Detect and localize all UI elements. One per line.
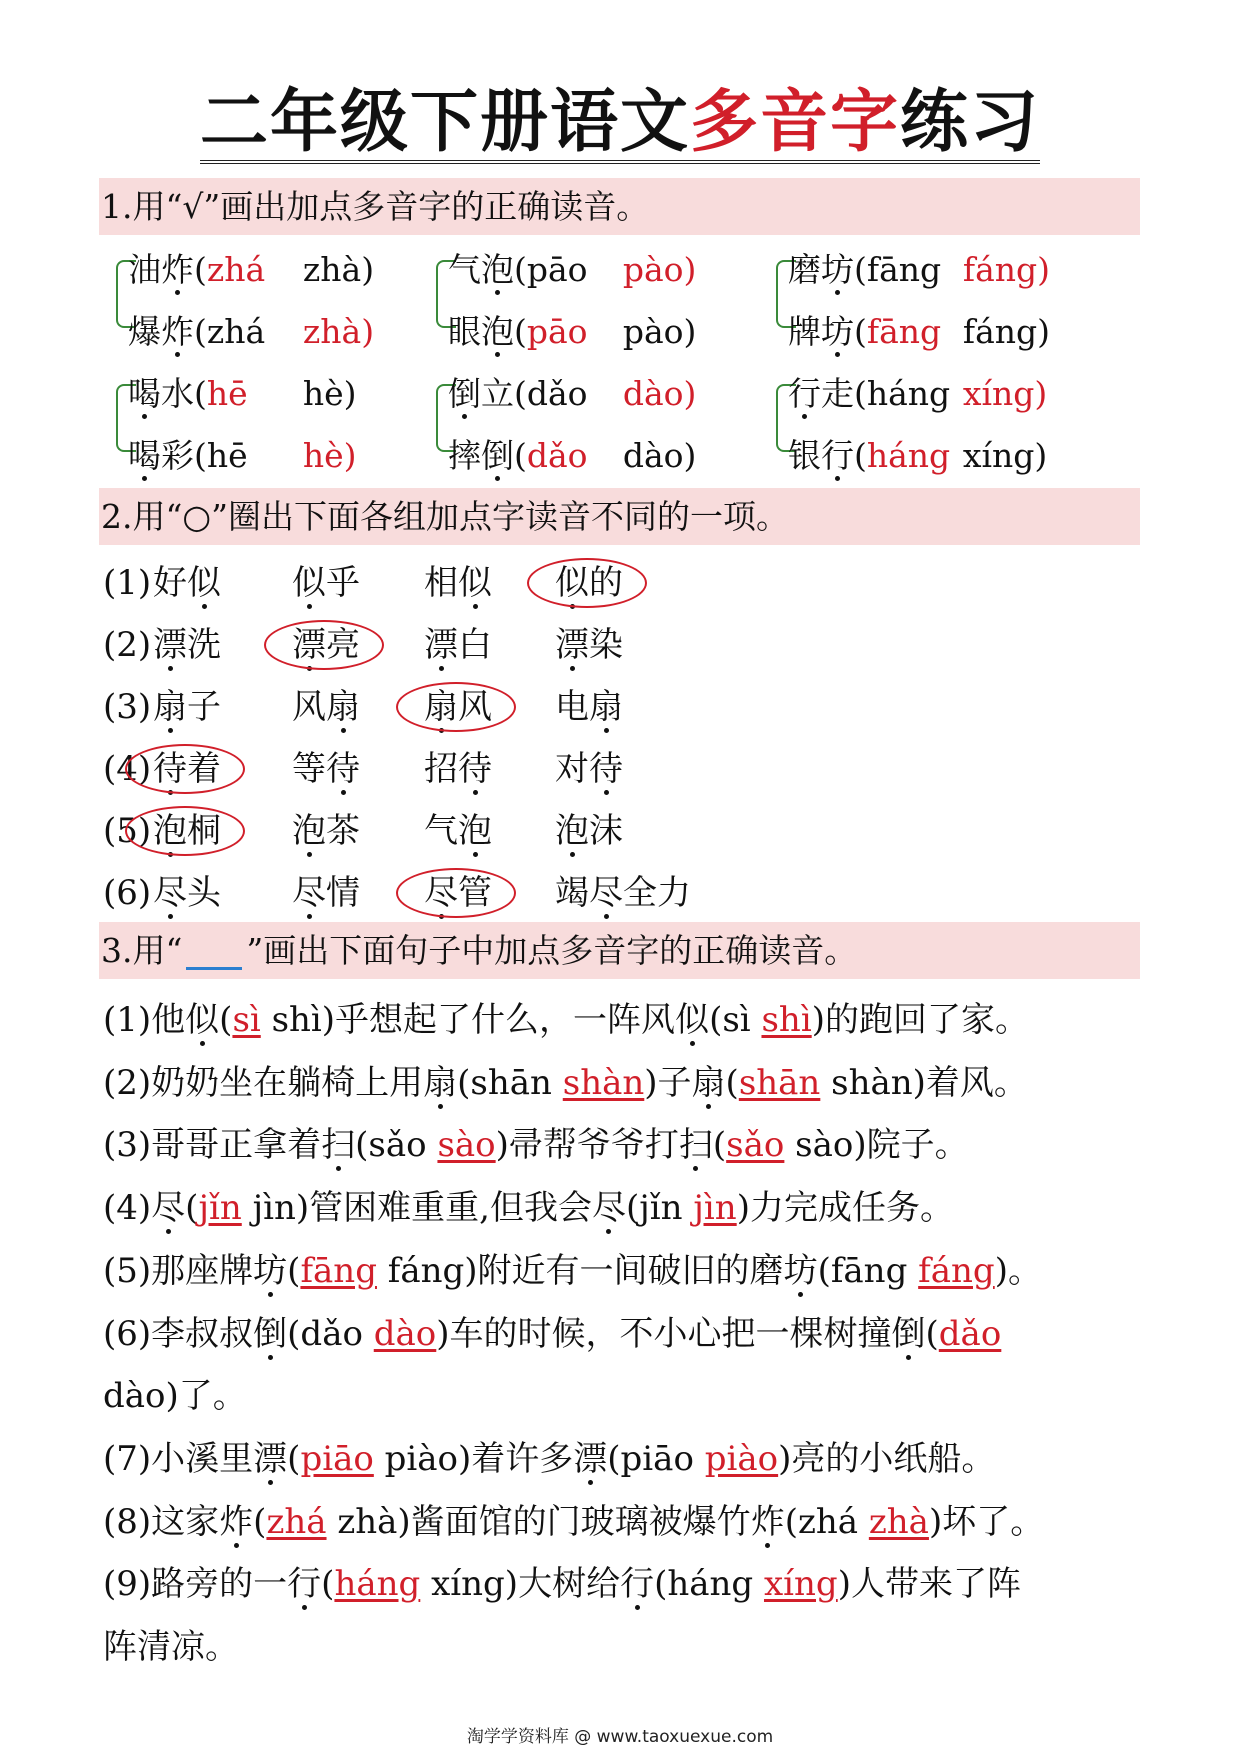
pinyin-option-a: háng (866, 436, 951, 475)
text: )亮的小纸船。 (778, 1439, 996, 1479)
paren-open: ( (194, 374, 207, 413)
answer-pinyin: jìn (693, 1188, 737, 1228)
sentence-line (103, 1122, 969, 1168)
text: (háng (654, 1564, 764, 1604)
pinyin-option-b: pào) (622, 312, 697, 351)
char: 乎 (326, 563, 360, 603)
answer-pinyin: jǐn (198, 1188, 242, 1228)
dotted-char: 坊 (821, 310, 854, 354)
answer-circle (396, 868, 516, 918)
paren-open: ( (194, 312, 207, 351)
row-number: (4) (103, 749, 152, 789)
pinyin-option-a: fāng (866, 312, 942, 351)
text: ( (725, 1063, 739, 1103)
word-prefix: 眼 (448, 312, 481, 351)
text: jìn)管困难重重,但我会 (241, 1188, 592, 1228)
dotted-char: 倒 (253, 1311, 287, 1357)
dotted-char: 倒 (481, 434, 514, 478)
paren-open: ( (854, 436, 867, 475)
dotted-char: 扫 (321, 1122, 355, 1168)
text: ( (185, 1188, 199, 1228)
section-1-heading: 1.用“√”画出加点多音字的正确读音。 (99, 178, 1140, 235)
word-pinyin-pair (448, 310, 696, 354)
word-prefix: 银 (788, 436, 821, 475)
option-word (555, 622, 623, 668)
word-prefix: 气 (448, 250, 481, 289)
dotted-char: 行 (620, 1561, 654, 1607)
char: 的 (589, 563, 623, 603)
dotted-char: 尽 (592, 1185, 626, 1231)
pinyin-option-b: zhà) (302, 250, 375, 289)
text: dào)了。 (103, 1376, 247, 1416)
text: (dǎo (287, 1314, 374, 1354)
answer-pinyin: sào (437, 1125, 496, 1165)
row-number: (5) (103, 811, 152, 851)
dotted-char: 漂 (153, 622, 187, 668)
dotted-char: 喝 (128, 372, 161, 416)
paren-open: ( (194, 250, 207, 289)
option-word (292, 684, 360, 730)
text: ( (287, 1251, 301, 1291)
section-2-heading: 2.用“○”圈出下面各组加点字读音不同的一项。 (99, 488, 1140, 545)
text: shì)乎想起了什么，一阵风 (260, 1000, 676, 1040)
text: piào)着许多 (373, 1439, 574, 1479)
option-word (153, 622, 221, 668)
char: 头 (187, 873, 221, 913)
dotted-char: 扇 (153, 684, 187, 730)
text: ( (925, 1314, 939, 1354)
answer-pinyin: xíng (763, 1564, 838, 1604)
text: (zhá (784, 1502, 869, 1542)
dotted-char: 扇 (423, 1060, 457, 1106)
pinyin-option-a: hē (206, 374, 248, 413)
text: ( (321, 1564, 335, 1604)
text: (5)那座牌 (103, 1251, 254, 1291)
dotted-char: 似 (555, 560, 589, 606)
text: (fāng (817, 1251, 919, 1291)
sentence-line (103, 1436, 995, 1482)
dotted-char: 待 (153, 746, 187, 792)
text: )坏了。 (928, 1502, 1045, 1542)
option-word (292, 746, 360, 792)
row-number: (3) (103, 687, 152, 727)
answer-circle (396, 682, 516, 732)
pinyin-option-a: dǎo (526, 374, 588, 413)
pinyin-option-a: dǎo (526, 436, 588, 475)
dotted-char: 漂 (292, 622, 326, 668)
paren-open: ( (514, 374, 527, 413)
dotted-char: 似 (185, 997, 219, 1043)
pinyin-option-a: háng (866, 374, 951, 413)
word-prefix: 油 (128, 250, 161, 289)
row-number: (2) (103, 625, 152, 665)
char: 亮 (326, 625, 360, 665)
row-number: (6) (103, 873, 152, 913)
option-word (292, 870, 360, 916)
paren-open: ( (854, 374, 867, 413)
word-prefix: 磨 (788, 250, 821, 289)
answer-pinyin: zhá (266, 1502, 327, 1542)
answer-pinyin: dào (373, 1314, 437, 1354)
answer-pinyin: fāng (300, 1251, 377, 1291)
word-suffix: 水 (161, 374, 194, 413)
char: 等 (292, 749, 326, 789)
word-pinyin-pair (448, 372, 696, 416)
word-pinyin-pair (128, 434, 357, 478)
answer-pinyin: shì (761, 1000, 812, 1040)
char: 对 (555, 749, 589, 789)
dotted-char: 待 (458, 746, 492, 792)
char: 管 (458, 873, 492, 913)
dotted-char: 炸 (751, 1499, 785, 1545)
sentence-line (103, 1248, 1042, 1294)
text: ( (287, 1439, 301, 1479)
char: 招 (424, 749, 458, 789)
sentence-line (103, 1311, 1001, 1357)
pinyin-option-a: hē (206, 436, 248, 475)
paren-open: ( (854, 312, 867, 351)
dotted-char: 泡 (292, 808, 326, 854)
word-pinyin-pair (448, 248, 696, 292)
pinyin-option-a: zhá (206, 250, 266, 289)
option-word (153, 560, 221, 606)
dotted-char: 扇 (589, 684, 623, 730)
answer-pinyin: fáng (918, 1251, 995, 1291)
answer-circle (527, 558, 647, 608)
text: (piāo (607, 1439, 705, 1479)
text: (sì (709, 1000, 762, 1040)
answer-circle (125, 744, 245, 794)
blank-line (186, 937, 242, 970)
word-suffix: 走 (821, 374, 854, 413)
dotted-char: 待 (589, 746, 623, 792)
dotted-char: 扇 (424, 684, 458, 730)
word-pinyin-pair (128, 372, 357, 416)
char: 白 (458, 625, 492, 665)
dotted-char: 行 (287, 1561, 321, 1607)
word-pinyin-pair (448, 434, 696, 478)
pinyin-option-a: pāo (526, 312, 588, 351)
footer: 淘学学资料库 @ www.taoxuexue.com (466, 1727, 774, 1747)
dotted-char: 似 (187, 560, 221, 606)
dotted-char: 尽 (292, 870, 326, 916)
text: sào)院子。 (784, 1125, 969, 1165)
word-pinyin-pair (788, 248, 1050, 292)
answer-pinyin: sì (232, 1000, 261, 1040)
text: (4) (103, 1188, 152, 1228)
sentence-line (103, 1060, 1028, 1106)
char: 风 (458, 687, 492, 727)
pinyin-option-b: hè) (302, 374, 357, 413)
dotted-char: 似 (458, 560, 492, 606)
text: (8)这家 (103, 1502, 220, 1542)
answer-pinyin: sǎo (726, 1125, 785, 1165)
text: (9)路旁的一 (103, 1564, 288, 1604)
title-highlight: 多音字 (689, 82, 900, 162)
char: 着 (187, 749, 221, 789)
text: fáng)附近有一间破旧的磨 (376, 1251, 784, 1291)
pinyin-option-b: dào) (622, 436, 697, 475)
dotted-char: 扇 (326, 684, 360, 730)
dotted-char: 倒 (448, 372, 481, 416)
text: 阵清凉。 (103, 1627, 239, 1667)
text: )车的时候，不小心把一棵树撞 (436, 1314, 892, 1354)
dotted-char: 似 (292, 560, 326, 606)
text: (1)他 (103, 1000, 186, 1040)
pinyin-option-a: zhá (206, 312, 266, 351)
option-word (424, 622, 492, 668)
text: (sǎo (355, 1125, 438, 1165)
option-word (555, 808, 623, 854)
char: 情 (326, 873, 360, 913)
option-word (555, 746, 623, 792)
dotted-char: 扫 (679, 1122, 713, 1168)
char: 沫 (589, 811, 623, 851)
option-word (292, 808, 360, 854)
char: 力 (657, 873, 691, 913)
paren-open: ( (854, 250, 867, 289)
text: )人带来了阵 (837, 1564, 1021, 1604)
dotted-char: 待 (326, 746, 360, 792)
char: 茶 (326, 811, 360, 851)
dotted-char: 尽 (151, 1185, 185, 1231)
pinyin-option-a: fāng (866, 250, 942, 289)
word-suffix: 立 (481, 374, 514, 413)
char: 相 (424, 563, 458, 603)
text: ( (253, 1502, 267, 1542)
option-word (153, 684, 221, 730)
text: (6)李叔叔 (103, 1314, 254, 1354)
sentence-line (103, 1624, 239, 1670)
dotted-char: 泡 (458, 808, 492, 854)
char: 全 (623, 873, 657, 913)
text: (3)哥哥正拿着 (103, 1125, 322, 1165)
sentence-line (103, 1185, 954, 1231)
char: 竭 (555, 873, 589, 913)
text: xíng)大树给 (420, 1564, 621, 1604)
dotted-char: 坊 (253, 1248, 287, 1294)
paren-open: ( (514, 436, 527, 475)
dotted-char: 漂 (424, 622, 458, 668)
pinyin-option-b: pào) (622, 250, 697, 289)
char: 子 (187, 687, 221, 727)
option-word (424, 560, 492, 606)
answer-pinyin: shān (738, 1063, 821, 1103)
word-pinyin-pair (788, 434, 1047, 478)
answer-circle (264, 620, 384, 670)
text: )。 (994, 1251, 1042, 1291)
text: (2)奶奶坐在躺椅上用 (103, 1063, 424, 1103)
heading-3-part-a: 3.用“ (101, 931, 183, 970)
paren-open: ( (514, 312, 527, 351)
char: 桐 (187, 811, 221, 851)
sentence-line (103, 1499, 1044, 1545)
dotted-char: 尽 (424, 870, 458, 916)
answer-circle (125, 806, 245, 856)
dotted-char: 炸 (161, 310, 194, 354)
sentence-line (103, 997, 1029, 1043)
option-word (555, 684, 623, 730)
option-word (555, 870, 691, 916)
dotted-char: 行 (821, 434, 854, 478)
text: ( (712, 1125, 727, 1165)
dotted-char: 漂 (555, 622, 589, 668)
text: )帚帮爷爷打 (495, 1125, 679, 1165)
text: zhà)酱面馆的门玻璃被爆竹 (326, 1502, 751, 1542)
char: 气 (424, 811, 458, 851)
answer-pinyin: háng (334, 1564, 421, 1604)
title-part1: 二年级下册语文 (199, 82, 690, 162)
char: 电 (555, 687, 589, 727)
page-title (0, 82, 1240, 164)
paren-open: ( (514, 250, 527, 289)
word-pinyin-pair (788, 372, 1047, 416)
pinyin-option-b: dào) (622, 374, 697, 413)
dotted-char: 漂 (253, 1436, 287, 1482)
text: (7)小溪里 (103, 1439, 254, 1479)
sentence-line (103, 1561, 1021, 1607)
answer-pinyin: dǎo (938, 1314, 1002, 1354)
paren-open: ( (194, 436, 207, 475)
char: 好 (153, 563, 187, 603)
text: shàn)着风。 (820, 1063, 1028, 1103)
answer-pinyin: piāo (300, 1439, 374, 1479)
title-underline (199, 82, 1041, 164)
word-pinyin-pair (128, 248, 374, 292)
text: )力完成任务。 (736, 1188, 954, 1228)
char: 风 (292, 687, 326, 727)
text: (jǐn (625, 1188, 694, 1228)
char: 染 (589, 625, 623, 665)
answer-pinyin: zhà (868, 1502, 929, 1542)
dotted-char: 倒 (892, 1311, 926, 1357)
dotted-char: 泡 (481, 248, 514, 292)
dotted-char: 尽 (589, 870, 623, 916)
pinyin-option-b: xíng) (962, 374, 1048, 413)
pinyin-option-b: xíng) (962, 436, 1048, 475)
dotted-char: 泡 (555, 808, 589, 854)
option-word (424, 808, 492, 854)
dotted-char: 尽 (153, 870, 187, 916)
word-pinyin-pair (788, 310, 1050, 354)
option-word (292, 560, 360, 606)
row-number: (1) (103, 563, 152, 603)
heading-3-part-b: ”画出下面句子中加点多音字的正确读音。 (246, 931, 858, 970)
pinyin-option-a: pāo (526, 250, 588, 289)
dotted-char: 坊 (784, 1248, 818, 1294)
text: ( (219, 1000, 233, 1040)
pinyin-option-b: fáng) (962, 250, 1051, 289)
answer-pinyin: piào (704, 1439, 779, 1479)
dotted-char: 炸 (161, 248, 194, 292)
text: )子 (644, 1063, 692, 1103)
title-part3: 练习 (900, 82, 1041, 162)
option-word (424, 746, 492, 792)
dotted-char: 漂 (573, 1436, 607, 1482)
dotted-char: 泡 (481, 310, 514, 354)
word-prefix: 摔 (448, 436, 481, 475)
text: )的跑回了家。 (811, 1000, 1029, 1040)
sentence-line (103, 1373, 247, 1419)
word-pinyin-pair (128, 310, 374, 354)
word-prefix: 牌 (788, 312, 821, 351)
word-prefix: 爆 (128, 312, 161, 351)
dotted-char: 喝 (128, 434, 161, 478)
dotted-char: 似 (675, 997, 709, 1043)
text: (shān (457, 1063, 563, 1103)
dotted-char: 扇 (692, 1060, 726, 1106)
char: 洗 (187, 625, 221, 665)
pinyin-option-b: zhà) (302, 312, 375, 351)
pinyin-option-b: hè) (302, 436, 357, 475)
section-3-heading (99, 922, 1140, 979)
word-suffix: 彩 (161, 436, 194, 475)
option-word (153, 870, 221, 916)
dotted-char: 行 (788, 372, 821, 416)
dotted-char: 炸 (219, 1499, 253, 1545)
pinyin-option-b: fáng) (962, 312, 1051, 351)
dotted-char: 坊 (821, 248, 854, 292)
dotted-char: 泡 (153, 808, 187, 854)
answer-pinyin: shàn (562, 1063, 645, 1103)
